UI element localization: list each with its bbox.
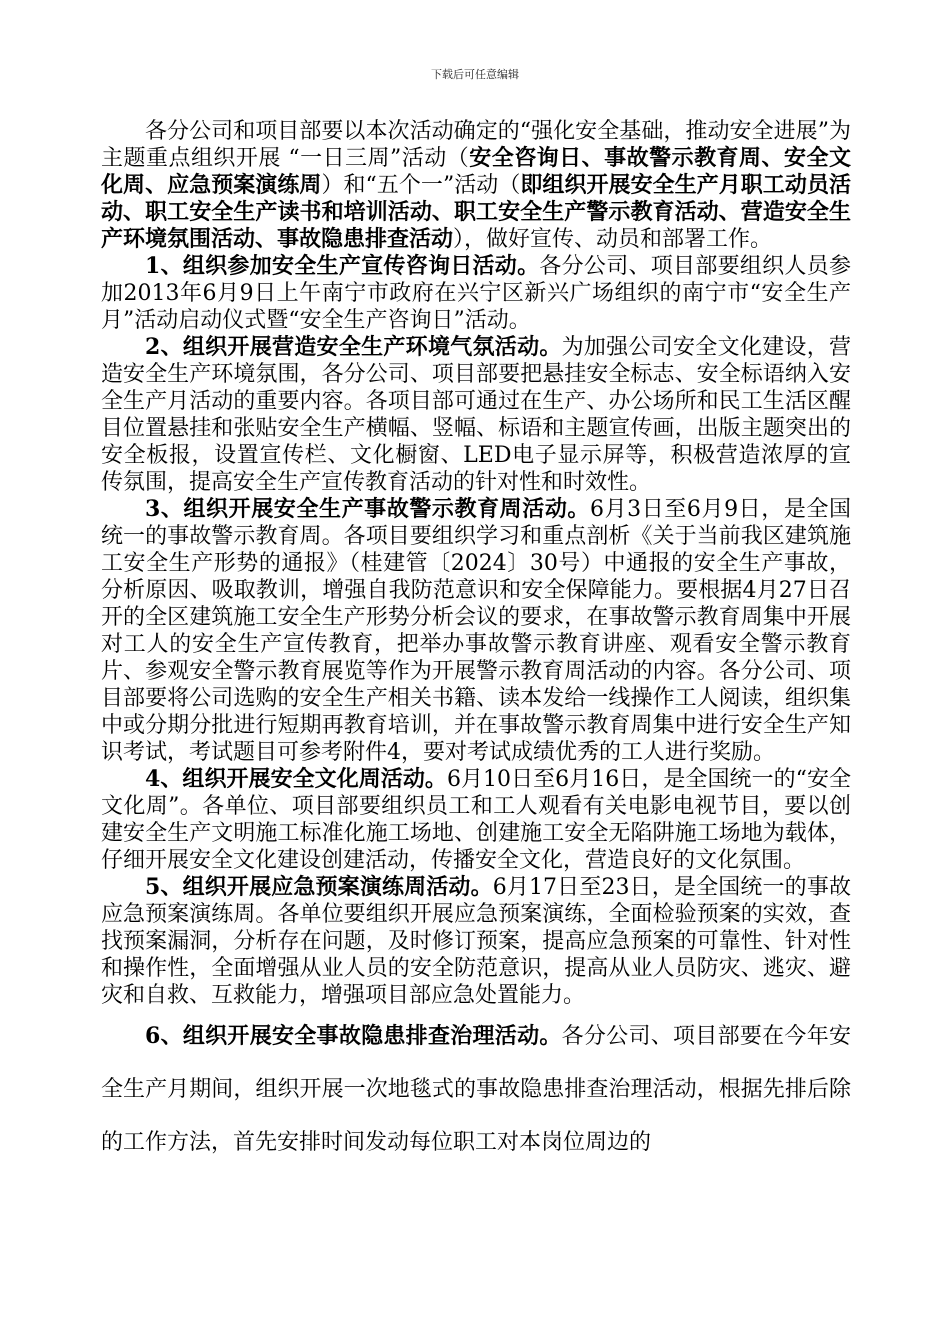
item-paragraph-4: [101, 766, 851, 874]
intro-text-2: ）和“五个一”活动（: [321, 173, 521, 198]
item-text-3: 6月3日至6月9日，是全国统一的事故警示教育周。各项目要组织学习和重点剖析《关于当前我区建筑施工安全生产形势的通报》（桂建管〔2024〕30号）中通报的安全生产事故，分析原因、吸取教训，增强自我防范意识和安全保障能力。要根据4月27日召开的全区建筑施工安全生产形势分析会议的要求，在事故警示教育周集中开展对工人的安全生产宣传教育，把举办事故警示教育讲座、观看安全警示教育片、参观安全警示教育展览等作为开展警示教育周活动的内容。各分公司、项目部要将公司选购的安全生产相关书籍、读本发给一线操作工人阅读，组织集中或分期分批进行短期再教育培训，并在事故警示教育周集中进行安全生产知识考试，考试题目可参考附件4，要对考试成绩优秀的工人进行奖励。: [101, 497, 851, 765]
intro-bold-2: 即组织开展安全生产月职工动员活动、职工安全生产读书和培训活动、职工安全生产警示教育活动、营造安全生产环境氛围活动、事故隐患排查活动: [101, 172, 851, 252]
item-heading-5: 5、组织开展应急预案演练周活动。: [145, 874, 493, 900]
item-text-2: 为加强公司安全文化建设，营造安全生产环境氛围，各分公司、项目部要把悬挂安全标志、安全标语纳入安全生产月活动的重要内容。各项目部可通过在生产、办公场所和民工生活区醒目位置悬挂和张贴安全生产横幅、竖幅、标语和主题宣传画，出版主题突出的安全板报，设置宣传栏、文化橱窗、LED电子显示屏等，积极营造浓厚的宣传氛围，提高安全生产宣传教育活动的针对性和时效性。: [101, 335, 851, 495]
item-paragraph-6: [101, 1010, 851, 1169]
document-body: [101, 118, 851, 1169]
item-text-5: 6月17日至23日，是全国统一的事故应急预案演练周。各单位要组织开展应急预案演练，全面检验预案的实效，查找预案漏洞，分析存在问题，及时修订预案，提高应急预案的可靠性、针对性和操作性，全面增强从业人员的安全防范意识，提高从业人员防灾、逃灾、避灾和自救、互救能力，增强项目部应急处置能力。: [101, 875, 851, 1008]
item-heading-3: 3、组织开展安全生产事故警示教育周活动。: [145, 496, 590, 522]
item-heading-2: 2、组织开展营造安全生产环境气氛活动。: [145, 334, 562, 360]
item-paragraph-5: [101, 874, 851, 1009]
item-paragraph-2: [101, 334, 851, 496]
intro-text-1: 各分公司和项目部要以本次活动确定的“强化安全基础，推动安全进展”为主题重点组织开展 “一日三周”活动（: [101, 119, 851, 171]
item-heading-4: 4、组织开展安全文化周活动。: [145, 766, 447, 792]
page-header: 下载后可任意编辑: [431, 68, 519, 81]
intro-paragraph: [101, 118, 851, 253]
item-paragraph-1: [101, 253, 851, 334]
item-paragraph-3: [101, 496, 851, 766]
item-text-4: 6月10日至6月16日，是全国统一的“安全文化周”。各单位、项目部要组织员工和工人观看有关电影电视节目，要以创建安全生产文明施工标准化施工场地、创建施工安全无陷阱施工场地为载体，仔细开展安全文化建设创建活动，传播安全文化，营造良好的文化氛围。: [101, 767, 852, 873]
intro-text-3: ），做好宣传、动员和部署工作。: [453, 227, 773, 252]
item-text-6: 各分公司、项目部要在今年安全生产月期间，组织开展一次地毯式的事故隐患排查治理活动，根据先排后除的工作方法，首先安排时间发动每位职工对本岗位周边的: [101, 1024, 851, 1155]
item-text-1: 各分公司、项目部要组织人员参加2013年6月9日上午南宁市政府在兴宁区新兴广场组织的南宁市“安全生产月”活动启动仪式暨“安全生产咨询日”活动。: [101, 254, 851, 333]
intro-bold-1: 安全咨询日、事故警示教育周、安全文化周、应急预案演练周: [101, 145, 851, 198]
item-heading-1: 1、组织参加安全生产宣传咨询日活动。: [145, 253, 540, 279]
item-heading-6: 6、组织开展安全事故隐患排查治理活动。: [145, 1023, 562, 1049]
